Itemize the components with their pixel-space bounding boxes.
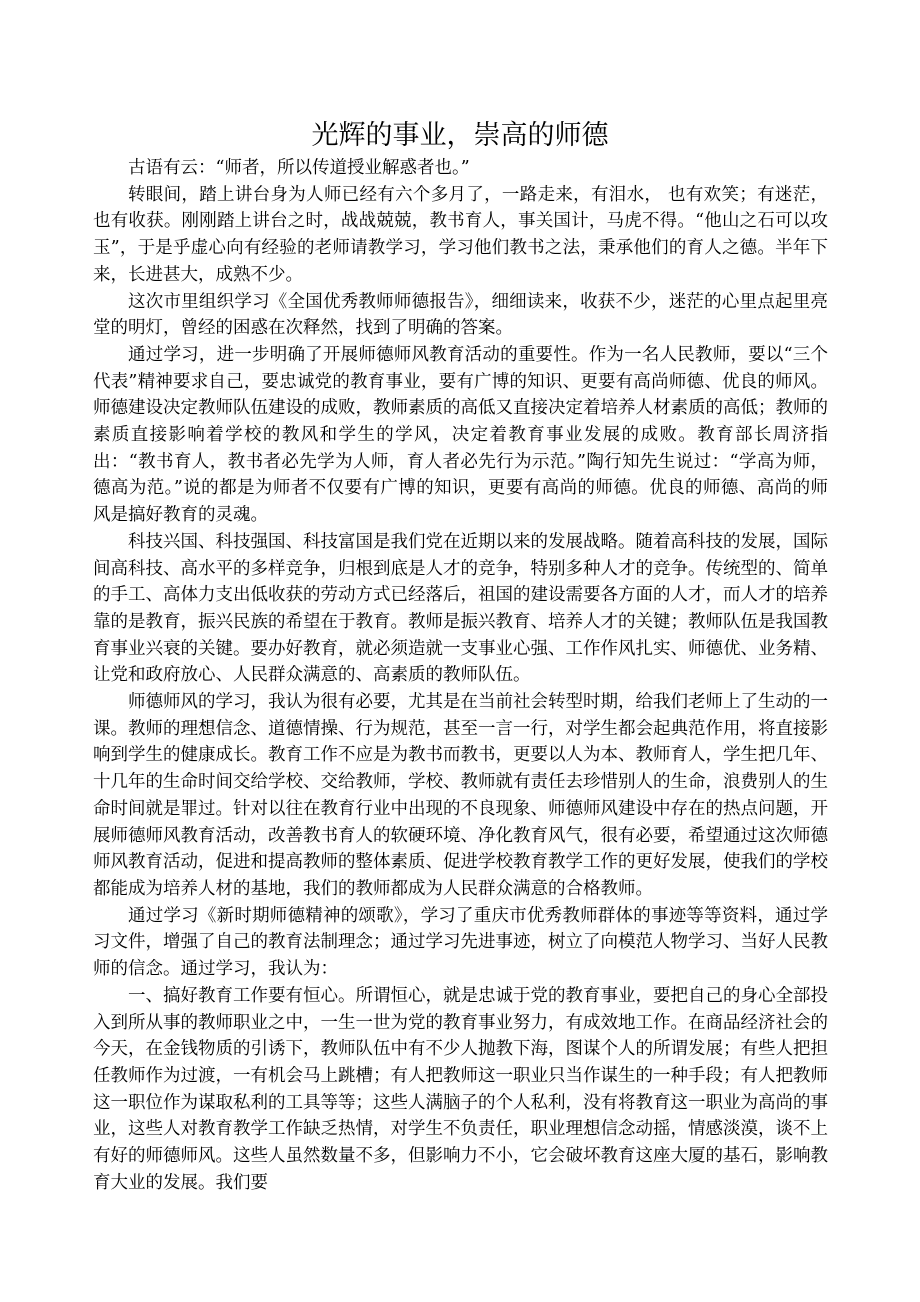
paragraph: 科技兴国、科技强国、科技富国是我们党在近期以来的发展战略。随着高科技的发展，国际间高科技、高水平的多样竞争，归根到底是人才的竞争，特别多种人才的竞争。传统型的、简单的手工、高体力支出低收获的劳动方式已经落后，祖国的建设需要各方面的人才，而人才的培养靠的是教育，振兴民族的希望在于教育。教师是振兴教育、培养人才的关键；教师队伍是我国教育事业兴衰的关键。要办好教育，就必须造就一支事业心强、工作作风扎实、师德优、业务精、让党和政府放心、人民群众满意的、高素质的教师队伍。 bbox=[93, 531, 828, 686]
paragraph: 师德师风的学习，我认为很有必要，尤其是在当前社会转型时期，给我们老师上了生动的一课。教师的理想信念、道德情操、行为规范，甚至一言一行，对学生都会起典范作用，将直接影响到学生的健康成长。教育工作不应是为教书而教书，更要以人为本、教师育人，学生把几年、十几年的生命时间交给学校、交给教师，学校、教师就有责任去珍惜别人的生命，浪费别人的生命时间就是罪过。针对以往在教育行业中出现的不良现象、师德师风建设中存在的热点问题，开展师德师风教育活动，改善教书育人的软硬环境、净化教育风气，很有必要，希望通过这次师德师风教育活动，促进和提高教师的整体素质、促进学校教育教学工作的更好发展，使我们的学校都能成为培养人材的基地，我们的教师都成为人民群众满意的合格教师。 bbox=[93, 692, 828, 899]
paragraph: 这次市里组织学习《全国优秀教师师德报告》，细细读来，收获不少，迷茫的心里点起里亮堂的明灯，曾经的困惑在次释然，找到了明确的答案。 bbox=[93, 291, 828, 339]
document-title: 光辉的事业，崇高的师德 bbox=[311, 120, 609, 151]
paragraph: 一、搞好教育工作要有恒心。所谓恒心，就是忠诚于党的教育事业，要把自己的身心全部投入到所从事的教师职业之中，一生一世为党的教育事业努力，有成效地工作。在商品经济社会的今天，在金钱物质的引诱下，教师队伍中有不少人抛教下海，图谋个人的所谓发展；有些人把担任教师作为过渡，一有机会马上跳槽；有人把教师这一职业只当作谋生的一种手段；有人把教师这一职位作为谋取私利的工具等等；这些人满脑子的个人私利，没有将教育这一职业为高尚的事业，这些人对教育教学工作缺乏热情，对学生不负责任，职业理想信念动摇，情感淡漠，谈不上有好的师德师风。这些人虽然数量不多，但影响力不小，它会破坏教育这座大厦的基石，影响教育大业的发展。我们要 bbox=[93, 985, 828, 1193]
paragraph: 古语有云：“师者，所以传道授业解惑者也。” bbox=[128, 158, 470, 178]
document-body bbox=[93, 155, 828, 1196]
paragraph: 通过学习《新时期师德精神的颂歌》，学习了重庆市优秀教师群体的事迹等等资料，通过学习文件，增强了自己的教育法制理念；通过学习先进事迹，树立了向模范人物学习、当好人民教师的信念。通过学习，我认为： bbox=[93, 905, 828, 980]
paragraph: 通过学习，进一步明确了开展师德师风教育活动的重要性。作为一名人民教师，要以“三个代表”精神要求自己，要忠诚党的教育事业，要有广博的知识、更要有高尚师德、优良的师风。师德建设决定教师队伍建设的成败，教师素质的高低又直接决定着培养人材素质的高低；教师的素质直接影响着学校的教风和学生的学风，决定着教育事业发展的成败。教育部长周济指出：“教书育人，教书者必先学为人师，育人者必先行为示范。”陶行知先生说过：“学高为师，德高为范。”说的都是为师者不仅要有广博的知识，更要有高尚的师德。优良的师德、高尚的师风是搞好教育的灵魂。 bbox=[93, 344, 828, 526]
paragraph: 转眼间，踏上讲台身为人师已经有六个多月了，一路走来，有泪水， 也有欢笑；有迷茫，也有收获。刚刚踏上讲台之时，战战兢兢，教书育人，事关国计，马虎不得。“他山之石可以攻玉”，于是乎虚心向有经验的老师请教学习，学习他们教书之法，秉承他们的育人之德。半年下来，长进甚大，成熟不少。 bbox=[93, 184, 828, 285]
